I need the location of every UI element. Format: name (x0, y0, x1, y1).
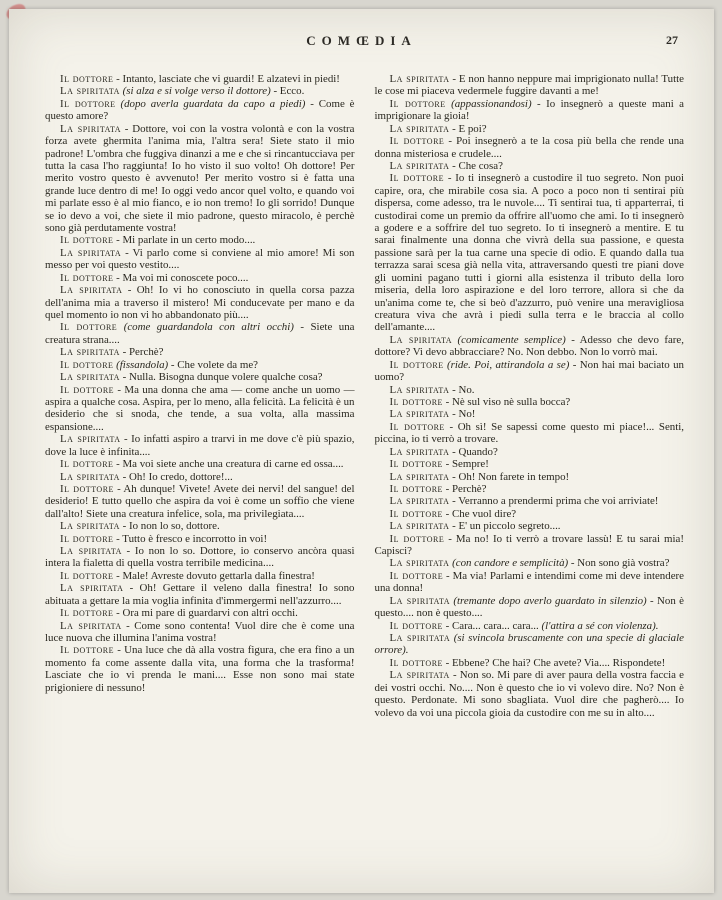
dialogue-text: - Ah dunque! Vivete! Avete dei nervi! del sangue! del desiderio! E tutto quello che aspira da voi è come un soffio che viene dall'alto! Siete una creatura infelice, sola, ma privilegiata.... (45, 482, 355, 520)
dialogue-text: - Quando? (449, 445, 498, 458)
speaker-name: La spiritata (389, 383, 450, 396)
dialogue-paragraph (375, 533, 685, 558)
speaker-name: La spiritata (60, 470, 120, 483)
speaker-name: Il dottore (60, 607, 114, 620)
speaker-name: La spiritata (389, 445, 450, 458)
stage-direction: (tremante dopo averlo guardato in silenzio) (450, 594, 647, 607)
stage-direction: (si alza e si volge verso il dottore) (119, 85, 271, 98)
dialogue-text: - Tutto è fresco e incorrotto in voi! (113, 532, 268, 545)
dialogue-paragraph (375, 408, 685, 420)
speaker-name: Il dottore (389, 458, 443, 471)
speaker-name: La spiritata (389, 159, 450, 172)
dialogue-text: - Oh! Non farete in tempo! (449, 470, 570, 483)
dialogue-paragraph (375, 570, 685, 595)
dialogue-paragraph (45, 346, 355, 358)
speaker-name: La spiritata (60, 371, 120, 384)
speaker-name: La spiritata (389, 333, 453, 346)
dialogue-paragraph (45, 570, 355, 582)
dialogue-text: - Intanto, lasciate che vi guardi! E alzatevi in piedi! (113, 73, 340, 85)
dialogue-text: - Dottore, voi con la vostra volontà e con la vostra forza avete ghermita l'anima mia, l'altra sera! Siete stato il mio padrone! L'ombra che fuggiva dinanzi a me e che si rincantucciava per tutta la casa l'ho raggiunta! Io ho visto il suo volto! Oh dottore! Per merito vostro questo è avvenuto! Per merito vostro si è fatta una grande luce dentro di me! Io oggi vedo ancor quel volto, e quando voi mi parlate esso è al mio fianco, e io non tremo! Io gli sorrido! Dunque se io devo a voi, che siete il mio padrone, questo miracolo, è perchè sono già perdutamente vostra! (45, 122, 355, 235)
dialogue-text: - Ebbene? Che hai? Che avete? Via.... Rispondete! (442, 656, 666, 669)
dialogue-paragraph (375, 160, 685, 172)
dialogue-paragraph (45, 582, 355, 607)
speaker-name: Il dottore (60, 532, 114, 545)
speaker-name: Il dottore (60, 73, 114, 85)
dialogue-paragraph (375, 557, 685, 569)
speaker-name: La spiritata (60, 619, 122, 632)
journal-title: COMŒDIA (306, 33, 417, 48)
dialogue-text: - Nè sul viso nè sulla bocca? (442, 395, 571, 408)
dialogue-text: - Oh! Io credo, dottore!... (119, 470, 233, 483)
dialogue-paragraph (375, 520, 685, 532)
speaker-name: Il dottore (60, 358, 114, 371)
speaker-name: Il dottore (60, 97, 116, 110)
dialogue-paragraph (45, 321, 355, 346)
dialogue-text: - Ma no! Io ti verrò a trovare lassù! E tu sarai mia! Capisci? (374, 532, 684, 558)
speaker-name: Il dottore (60, 321, 118, 334)
dialogue-text: - Oh! Io vi ho conosciuto in quella corsa pazza dell'anima mia a traverso il mistero! Mi conducevate per mano e da quel momento io non vi ho abbandonato più.... (45, 284, 355, 322)
dialogue-text: - Io non lo so. Dottore, io conservo ancòra quasi intera la fialetta di quella vostra terribile medicina.... (45, 545, 355, 570)
speaker-name: La spiritata (389, 631, 451, 644)
speaker-name: La spiritata (60, 122, 121, 135)
speaker-name: Il dottore (389, 656, 443, 669)
dialogue-paragraph (375, 334, 685, 359)
dialogue-text: - Come è questo amore? (45, 97, 355, 123)
speaker-name: La spiritata (389, 557, 450, 570)
dialogue-text: - E' un piccolo segreto.... (449, 520, 561, 533)
stage-direction: (come guardandola con altri occhi) (117, 321, 294, 334)
speaker-name: Il dottore (60, 482, 114, 495)
dialogue-paragraph (375, 123, 685, 135)
dialogue-text: - E non hanno neppure mai imprigionato nulla! Tutte le cose mi piaceva vedermele fuggire davanti a me! (374, 73, 684, 98)
dialogue-paragraph (375, 73, 685, 98)
stage-direction: (ride. Poi, attirandola a se) (443, 358, 570, 371)
dialogue-paragraph (375, 446, 685, 458)
dialogue-paragraph (45, 545, 355, 570)
dialogue-paragraph (45, 620, 355, 645)
dialogue-paragraph (375, 421, 685, 446)
dialogue-paragraph (375, 657, 685, 669)
stage-direction: (si svincola bruscamente con una specie di glaciale orrore). (374, 631, 684, 657)
dialogue-text: - No! (449, 408, 476, 421)
dialogue-paragraph (45, 359, 355, 371)
dialogue-text: - Mi parlate in un certo modo.... (113, 234, 256, 247)
dialogue-paragraph (45, 458, 355, 470)
page-header (9, 33, 714, 67)
dialogue-paragraph (375, 495, 685, 507)
speaker-name: Il dottore (389, 135, 445, 148)
speaker-name: La spiritata (60, 520, 120, 533)
dialogue-paragraph (45, 272, 355, 284)
dialogue-paragraph (375, 669, 685, 719)
dialogue-text: - Siete una creatura strana.... (45, 321, 355, 346)
stage-direction: (dopo averla guardata da capo a piedi) (115, 97, 306, 110)
dialogue-paragraph (375, 595, 685, 620)
dialogue-text: - Ora mi pare di guardarvi con altri occhi. (113, 607, 298, 620)
speaker-name: La spiritata (60, 346, 120, 359)
dialogue-paragraph (375, 384, 685, 396)
dialogue-paragraph (45, 483, 355, 520)
speaker-name: Il dottore (60, 458, 114, 471)
dialogue-text: - Sempre! (442, 458, 489, 471)
dialogue-text: - Vi parlo come si conviene al mio amore! Mi son messo per voi questo vestito.... (45, 246, 355, 272)
stage-direction: (l'attira a sé con violenza). (541, 619, 659, 632)
dialogue-paragraph (375, 620, 685, 632)
speaker-name: La spiritata (60, 246, 122, 259)
speaker-name: Il dottore (60, 383, 115, 396)
speaker-name: La spiritata (60, 284, 123, 297)
page-number: 27 (666, 33, 678, 47)
dialogue-text: - Io infatti aspiro a trarvi in me dove c'è più spazio, dove la luce è infinita.... (45, 433, 355, 458)
dialogue-paragraph (45, 384, 355, 434)
speaker-name: Il dottore (389, 619, 443, 632)
dialogue-text: - Poi insegnerò a te la cosa più bella che rende una donna misteriosa e crudele.... (374, 135, 684, 160)
dialogue-text: - Ma via! Parlami e intendimi come mi deve intendere una donna! (374, 569, 684, 595)
dialogue-text: - Una luce che dà alla vostra figura, che era fino a un momento fa come assente dalla vita, una forma che la trasforma! Lasciate che io vi prenda le mani.... Esse non sono mai state prigioniere di nessuno! (45, 644, 355, 694)
dialogue-text: - Perchè? (119, 346, 164, 359)
dialogue-text: - Non è questo.... non è questo.... (374, 594, 684, 620)
speaker-name: Il dottore (389, 420, 445, 433)
speaker-name: Il dottore (389, 97, 446, 110)
dialogue-text: - Male! Avreste dovuto gettarla dalla finestra! (113, 569, 315, 582)
dialogue-text: - No. (449, 383, 475, 396)
dialogue-text: - Non sono già vostra? (568, 557, 670, 570)
speaker-name: Il dottore (389, 569, 444, 582)
dialogue-paragraph (375, 396, 685, 408)
speaker-name: Il dottore (389, 532, 445, 545)
stage-direction: (fissandola) (113, 358, 169, 371)
dialogue-text: - Ecco. (270, 85, 305, 98)
stage-direction: (comicamente semplice) (452, 333, 566, 346)
dialogue-paragraph (375, 483, 685, 495)
speaker-name: La spiritata (60, 582, 124, 595)
speaker-name: Il dottore (389, 358, 444, 371)
dialogue-text: - Adesso che devo fare, dottore? Vi devo abbracciare? No. Non debbo. Non lo vorrò mai. (374, 333, 684, 359)
column-right (375, 73, 685, 719)
speaker-name: Il dottore (389, 172, 445, 185)
paper-sheet (9, 9, 714, 893)
speaker-name: Il dottore (60, 271, 114, 284)
stage-direction: (appassionandosi) (445, 97, 532, 110)
speaker-name: Il dottore (60, 644, 114, 657)
dialogue-paragraph (45, 98, 355, 123)
speaker-name: Il dottore (60, 234, 114, 247)
dialogue-paragraph (45, 644, 355, 694)
dialogue-paragraph (45, 371, 355, 383)
speaker-name: Il dottore (389, 395, 443, 408)
dialogue-paragraph (375, 135, 685, 160)
speaker-name: La spiritata (389, 122, 450, 135)
dialogue-text: - Verranno a prendermi prima che voi arriviate! (449, 495, 659, 508)
speaker-name: La spiritata (389, 669, 450, 682)
dialogue-text: - Cara... cara... cara... (442, 619, 542, 632)
speaker-name: Il dottore (389, 482, 443, 495)
dialogue-paragraph (45, 533, 355, 545)
dialogue-paragraph (375, 458, 685, 470)
dialogue-paragraph (45, 234, 355, 246)
dialogue-text: - Come sono contenta! Vuol dire che è come una luce nuova che illumina l'anima vostra! (45, 619, 355, 644)
dialogue-paragraph (45, 85, 355, 97)
dialogue-text: - Ma una donna che ama — come anche un uomo — aspira a qualche cosa. Aspira, per lo meno, alla felicità. La felicità è un desiderio che si snoda, che tende, a sua volta, alla massima espansione.... (45, 383, 355, 433)
dialogue-text: - Non hai mai baciato un uomo? (374, 358, 684, 384)
dialogue-text: - Non so. Mi pare di aver paura della vostra faccia e dei vostri occhi. No.... Non è questo che io vi volevo dire. No? Non è questo. Perdonate. Mi sono sbagliata. Vuol dire che pagherò.... Io volevo da voi una piccola gioia da custodire con me su in alto.... (374, 669, 684, 719)
dialogue-paragraph (375, 98, 685, 123)
stage-direction: (con candore e semplicità) (449, 557, 569, 570)
dialogue-text: - Che vuol dire? (442, 507, 517, 520)
dialogue-paragraph (45, 471, 355, 483)
speaker-name: La spiritata (389, 520, 450, 533)
dialogue-text: - Perchè? (442, 482, 487, 495)
dialogue-text: - E poi? (449, 122, 487, 135)
speaker-name: La spiritata (60, 433, 121, 446)
dialogue-text: - Nulla. Bisogna dunque volere qualche cosa? (119, 371, 323, 384)
dialogue-text: - Ma voi siete anche una creatura di carne ed ossa.... (113, 458, 344, 471)
dialogue-paragraph (375, 359, 685, 384)
speaker-name: La spiritata (60, 545, 122, 558)
speaker-name: La spiritata (389, 495, 450, 508)
dialogue-paragraph (45, 123, 355, 235)
dialogue-text: - Che cosa? (449, 159, 503, 172)
dialogue-paragraph (45, 520, 355, 532)
dialogue-paragraph (45, 607, 355, 619)
dialogue-paragraph (375, 632, 685, 657)
speaker-name: La spiritata (389, 594, 451, 607)
speaker-name: La spiritata (389, 470, 450, 483)
dialogue-text: - Ma voi mi conoscete poco.... (113, 271, 249, 284)
dialogue-text: - Io ti insegnerò a custodire il tuo segreto. Non puoi capire, ora, che mirabile cosa sia. A poco a poco non ti sentirai più dispersa, come adesso, tra le nuvole.... Ti sentirai tua, ti apparterrai, ti custodirai come un premio da offrire all'uomo che ami. Io ti insegnerò a godere e a soffrire del tuo segreto. Io ti insegnerò a mentire. E tu sarai finalmente una donna che vivrà della sua passione, e questa passione sarà per la tua carne una specie di odio. E quando dalla tua terrazza sarai scesa già nella vita, attraversando questi tre piani dove gli uomini pagano tutti i giorni alla esistenza il tributo della loro miseria, della loro aspirazione e del loro terrore, allora sì che da un'anima come te, che si beò d'azzurro, può venire una meravigliosa creatura viva che avrà i piedi sulla terra e le braccia al collo dell'amante.... (374, 172, 684, 334)
speaker-name: La spiritata (60, 85, 120, 98)
speaker-name: La spiritata (389, 408, 450, 421)
dialogue-paragraph (45, 433, 355, 458)
dialogue-text: - Io insegnerò a queste mani a imprigionare la gioia! (374, 97, 684, 123)
text-columns (9, 67, 714, 719)
dialogue-paragraph (375, 471, 685, 483)
dialogue-paragraph (45, 247, 355, 272)
dialogue-paragraph (45, 73, 355, 85)
dialogue-paragraph (375, 172, 685, 333)
dialogue-text: - Oh sì! Se sapessi come questo mi piace!... Senti, piccina, io ti verrò a trovare. (374, 420, 684, 446)
speaker-name: Il dottore (389, 507, 443, 520)
dialogue-text: - Che volete da me? (168, 358, 258, 371)
speaker-name: La spiritata (389, 73, 450, 85)
column-left (45, 73, 355, 719)
dialogue-text: - Oh! Gettare il veleno dalla finestra! Io sono abituata a gettare la mia voglia infinita d'immergermi nell'azzurro.... (45, 582, 355, 607)
dialogue-text: - Io non lo so, dottore. (119, 520, 220, 533)
dialogue-paragraph (45, 284, 355, 321)
dialogue-paragraph (375, 508, 685, 520)
speaker-name: Il dottore (60, 569, 114, 582)
